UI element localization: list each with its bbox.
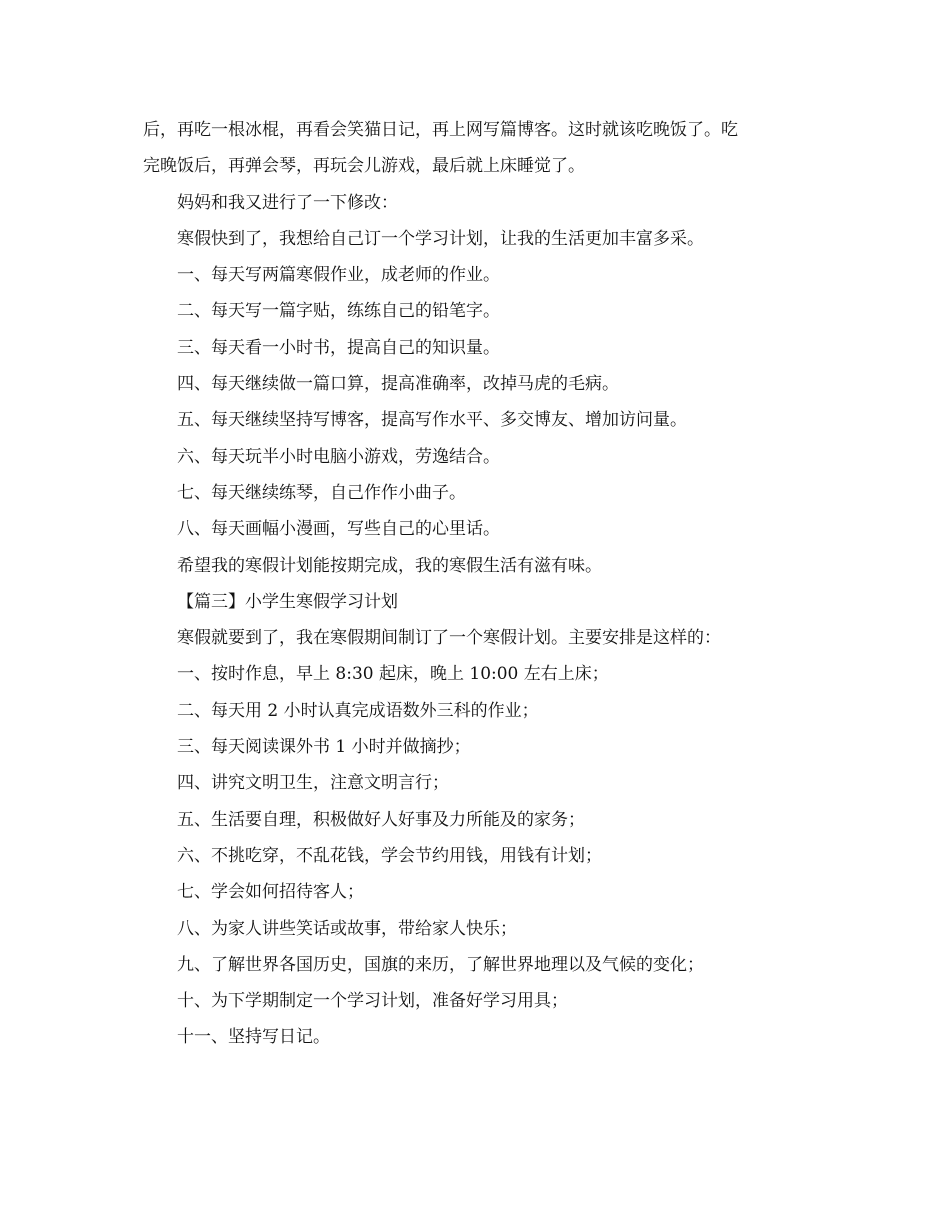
list-item: 六、不挑吃穿，不乱花钱，学会节约用钱，用钱有计划； (177, 845, 602, 866)
list-item: 四、每天继续做一篇口算，提高准确率，改掉马虎的毛病。 (177, 374, 619, 395)
paragraph-line: 完晚饭后，再弹会琴，再玩会儿游戏，最后就上床睡觉了。 (143, 156, 585, 177)
section-heading: 【篇三】小学生寒假学习计划 (177, 591, 398, 612)
list-item: 十一、坚持写日记。 (177, 1027, 330, 1048)
list-item: 三、每天看一小时书，提高自己的知识量。 (177, 337, 500, 358)
list-item: 二、每天用 2 小时认真完成语数外三科的作业； (177, 700, 539, 721)
list-item: 七、学会如何招待客人； (177, 882, 364, 903)
list-item: 三、每天阅读课外书 1 小时并做摘抄； (177, 737, 471, 758)
list-item: 八、为家人讲些笑话或故事，带给家人快乐； (177, 918, 517, 939)
list-item: 七、每天继续练琴，自己作作小曲子。 (177, 482, 466, 503)
list-item: 五、生活要自理，积极做好人好事及力所能及的家务； (177, 809, 585, 830)
list-item: 六、每天玩半小时电脑小游戏，劳逸结合。 (177, 446, 500, 467)
list-item: 二、每天写一篇字贴，练练自己的铅笔字。 (177, 301, 500, 322)
paragraph-line: 希望我的寒假计划能按期完成，我的寒假生活有滋有味。 (177, 555, 602, 576)
paragraph-line: 寒假快到了，我想给自己订一个学习计划，让我的生活更加丰富多采。 (177, 228, 704, 249)
paragraph-line: 寒假就要到了，我在寒假期间制订了一个寒假计划。主要安排是这样的： (177, 628, 721, 649)
list-item: 五、每天继续坚持写博客，提高写作水平、多交博友、增加访问量。 (177, 410, 687, 431)
list-item: 四、讲究文明卫生，注意文明言行； (177, 773, 449, 794)
document-body (143, 112, 808, 1056)
list-item: 八、每天画幅小漫画，写些自己的心里话。 (177, 519, 500, 540)
paragraph-line: 妈妈和我又进行了一下修改： (177, 192, 398, 213)
list-item: 九、了解世界各国历史，国旗的来历，了解世界地理以及气候的变化； (177, 954, 704, 975)
list-item: 一、按时作息，早上 8:30 起床，晚上 10:00 左右上床； (177, 664, 609, 685)
list-item: 十、为下学期制定一个学习计划，准备好学习用具； (177, 991, 568, 1012)
paragraph-line: 后，再吃一根冰棍，再看会笑猫日记，再上网写篇博客。这时就该吃晚饭了。吃 (143, 120, 738, 140)
list-item: 一、每天写两篇寒假作业，成老师的作业。 (177, 265, 500, 286)
